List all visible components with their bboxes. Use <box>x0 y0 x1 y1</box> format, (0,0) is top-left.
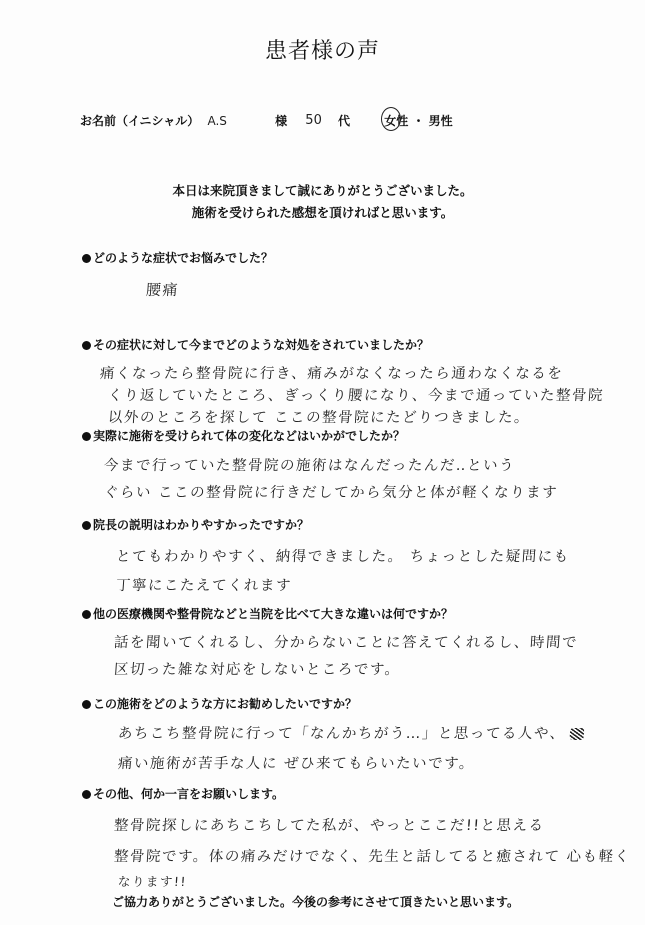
answer-previous-treatment-line-2: くり返していたところ、ぎっくり腰になり、今まで通っていた整骨院 <box>107 388 605 404</box>
answer-body-change-line-1: 今まで行っていた整骨院の施術はなんだったんだ‥という <box>103 458 516 474</box>
answer-other-comments-line-2: 整骨院です。体の痛みだけでなく、先生と話してると癒されて 心も軽く <box>113 849 632 865</box>
answer-other-comments-line-1: 整骨院探しにあちこちしてた私が、やっとここだ!!と思える <box>113 818 546 834</box>
answer-recommend-line-1 <box>117 722 584 743</box>
answer-previous-treatment-line-3: 以外のところを探して ここの整骨院にたどりつきました。 <box>107 410 531 426</box>
initials-value: A.S <box>207 113 227 128</box>
answer-differences-line-2: 区切った雑な対応をしないところです。 <box>113 662 402 678</box>
question-differences: 他の医療機関や整骨院などと当院を比べて大きな違いは何ですか？ <box>82 605 453 622</box>
question-symptoms: どのような症状でお悩みでした？ <box>82 249 273 266</box>
closing-message: ご協力ありがとうございました。今後の参考にさせて頂きたいと思います。 <box>112 895 520 909</box>
name-label: お名前（イニシャル） <box>80 114 200 128</box>
page-title: 患者様の声 <box>264 39 380 64</box>
question-previous-treatment: その症状に対して今までどのような対処をされていましたか？ <box>82 336 429 353</box>
gender-female-option-selected: 女性 <box>384 114 409 128</box>
answer-explanation-line-1: とてもわかりやすく、納得できました。 ちょっとした疑問にも <box>115 549 571 565</box>
answer-recommend-line-2: 痛い施術が苦手な人に ぜひ来てもらいたいです。 <box>117 756 476 772</box>
intro-line-1: 本日は来院頂きまして誠にありがとうございました。 <box>172 183 473 198</box>
honorific-label: 様 <box>275 114 288 128</box>
age-value: 50 <box>305 113 322 128</box>
question-explanation: 院長の説明はわかりやすかったですか？ <box>82 516 309 533</box>
gender-male-option: 男性 <box>428 114 453 128</box>
answer-other-comments-line-3: なります!! <box>117 874 188 889</box>
answer-symptoms: 腰痛 <box>145 281 180 299</box>
crossed-out-scribble <box>569 728 584 740</box>
answer-body-change-line-2: ぐらい ここの整骨院に行きだしてから気分と体が軽くなります <box>103 485 559 501</box>
intro-text <box>0 180 645 224</box>
answer-differences-line-1: 話を聞いてくれるし、分からないことに答えてくれるし、時間で <box>113 635 579 651</box>
answer-recommend-line-1-text: あちこち整骨院に行って「なんかちがう…」と思ってる人や、 <box>117 726 567 742</box>
gender-separator: ・ <box>412 114 425 128</box>
intro-line-2: 施術を受けられた感想を頂ければと思います。 <box>191 205 454 220</box>
answer-previous-treatment-line-1: 痛くなったら整骨院に行き、痛みがなくなったら通わなくなるを <box>99 366 564 382</box>
answer-explanation-line-2: 丁寧にこたえてくれます <box>115 578 293 594</box>
name-row <box>80 112 453 129</box>
age-suffix-label: 代 <box>338 114 351 128</box>
question-recommend: この施術をどのような方にお勧めしたいですか？ <box>82 695 357 712</box>
question-other-comments: その他、何か一言をお願いします。 <box>82 785 284 802</box>
question-body-change: 実際に施術を受けられて体の変化などはいかがでしたか？ <box>82 427 405 444</box>
